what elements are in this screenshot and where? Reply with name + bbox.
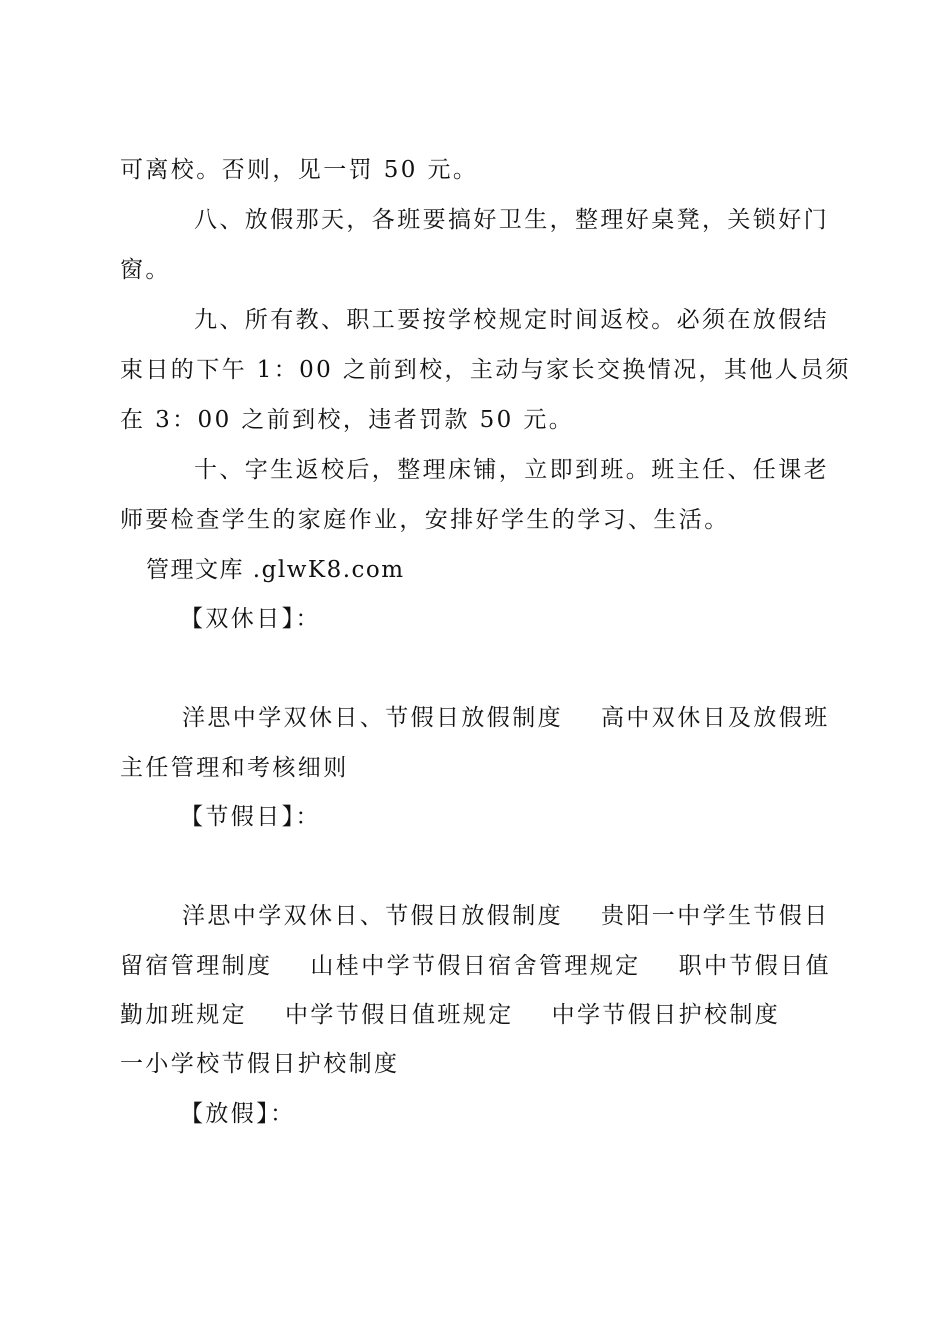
link-high-school-weekend-management[interactable]: 高中双休日及放假班 (601, 705, 830, 731)
holiday-links-line-2 (120, 951, 831, 981)
paragraph-10-line-1: 十、字生返校后，整理床铺，立即到班。班主任、任课老 (194, 457, 829, 483)
link-guiyang-holiday-stay-cont[interactable]: 留宿管理制度 (120, 953, 273, 979)
paragraph-8-line-2: 窗。 (120, 257, 171, 283)
paragraph-9-line-1: 九、所有教、职工要按学校规定时间返校。必须在放假结 (194, 307, 829, 333)
holiday-links-line-3 (120, 1000, 780, 1030)
link-vocational-duty-overtime-cont[interactable]: 勤加班规定 (120, 1002, 247, 1028)
link-yangsi-holiday-policy[interactable]: 洋思中学双休日、节假日放假制度 (182, 705, 563, 731)
paragraph-9-line-3: 在 3：00 之前到校，违者罚款 50 元。 (120, 407, 575, 433)
link-middle-school-guard-policy[interactable]: 中学节假日护校制度 (551, 1002, 781, 1028)
section-heading-holiday: 【节假日】： (180, 804, 321, 830)
link-yangsi-holiday-policy-2[interactable]: 洋思中学双休日、节假日放假制度 (182, 903, 563, 929)
section-heading-weekend: 【双休日】： (180, 606, 321, 632)
paragraph-7-end: 可离校。否则，见一罚 50 元。 (120, 157, 479, 183)
weekend-links-line-2 (120, 753, 349, 783)
link-vocational-duty-overtime[interactable]: 职中节假日值 (678, 953, 832, 979)
link-middle-school-duty-rules[interactable]: 中学节假日值班规定 (285, 1002, 514, 1028)
paragraph-9-line-2: 束日的下午 1：00 之前到校，主动与家长交换情况，其他人员须 (120, 357, 851, 383)
paragraph-8-line-1: 八、放假那天，各班要搞好卫生，整理好桌凳，关锁好门 (194, 207, 829, 233)
section-heading-vacation: 【放假】： (180, 1101, 296, 1127)
link-guiyang-holiday-stay[interactable]: 贵阳一中学生节假日 (601, 903, 830, 929)
site-label: 管理文库 .glwK8.com (146, 557, 405, 583)
holiday-links-line-4 (120, 1049, 399, 1079)
link-high-school-weekend-management-cont[interactable]: 主任管理和考核细则 (120, 755, 349, 781)
link-shangui-dorm-rules[interactable]: 山桂中学节假日宿舍管理规定 (310, 953, 641, 979)
paragraph-10-line-2: 师要检查学生的家庭作业，安排好学生的学习、生活。 (120, 507, 730, 533)
holiday-links-line-1 (182, 901, 830, 931)
link-primary-school-guard-policy[interactable]: 一小学校节假日护校制度 (120, 1051, 400, 1077)
weekend-links-line-1 (182, 703, 830, 733)
